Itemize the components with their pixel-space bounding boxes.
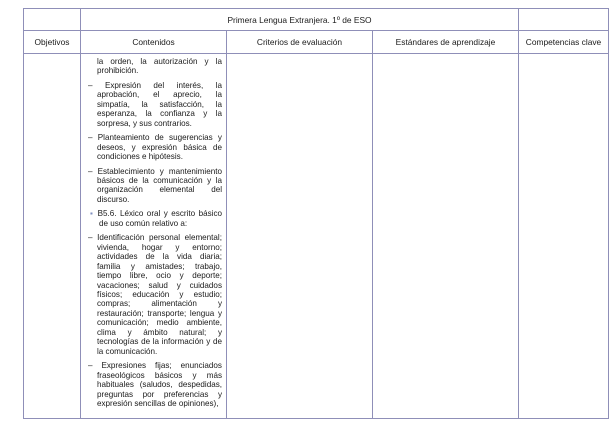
column-header-objetivos: Objetivos	[24, 31, 81, 54]
curriculum-table	[23, 8, 609, 419]
content-item: – Expresión del interés, la aprobación, el aprecio, la simpatía, la satisfacción, la esperanza, la confianza y la sorpresa, y sus contrarios.	[88, 80, 222, 128]
column-header-criterios: Criterios de evaluación	[227, 31, 373, 54]
content-item: – Planteamiento de sugerencias y deseos, y expresión básica de condiciones e hipótesis.	[88, 133, 222, 162]
content-item: – Establecimiento y mantenimiento básicos de la comunicación y la organización elemental del discurso.	[88, 166, 222, 204]
criterios-cell	[227, 54, 373, 419]
column-header-estandares: Estándares de aprendizaje	[373, 31, 519, 54]
objetivos-cell	[24, 54, 81, 419]
contenidos-cell	[81, 54, 227, 419]
column-header-contenidos: Contenidos	[81, 31, 227, 54]
content-section: ▪ B5.6. Léxico oral y escrito básico de uso común relativo a:	[90, 209, 222, 228]
content-continuation: la orden, la autorización y la prohibición.	[97, 57, 222, 76]
content-item: – Expresiones fijas; enunciados fraseológicos básicos y más habituales (saludos, despedidas, preguntas por preferencias y expresión sencillas de opiniones),	[88, 361, 222, 408]
column-header-competencias: Competencias clave	[519, 31, 609, 54]
empty-header-cell	[519, 9, 609, 31]
empty-header-cell	[24, 9, 81, 31]
table-title: Primera Lengua Extranjera. 1º de ESO	[81, 9, 519, 31]
competencias-cell	[519, 54, 609, 419]
estandares-cell	[373, 54, 519, 419]
content-item: – Identificación personal elemental; vivienda, hogar y entorno; actividades de la vida diaria; familia y amistades; trabajo, tiempo libre, ocio y deporte; vacaciones; salud y cuidados físicos; educación y estudio; compras; alimentación y restauración; transporte; lengua y comunicación; medio ambiente, clima y ámbito natural; y tecnologías de la información y de la comunicación.	[88, 233, 222, 356]
bullet-icon: ▪	[90, 209, 95, 219]
